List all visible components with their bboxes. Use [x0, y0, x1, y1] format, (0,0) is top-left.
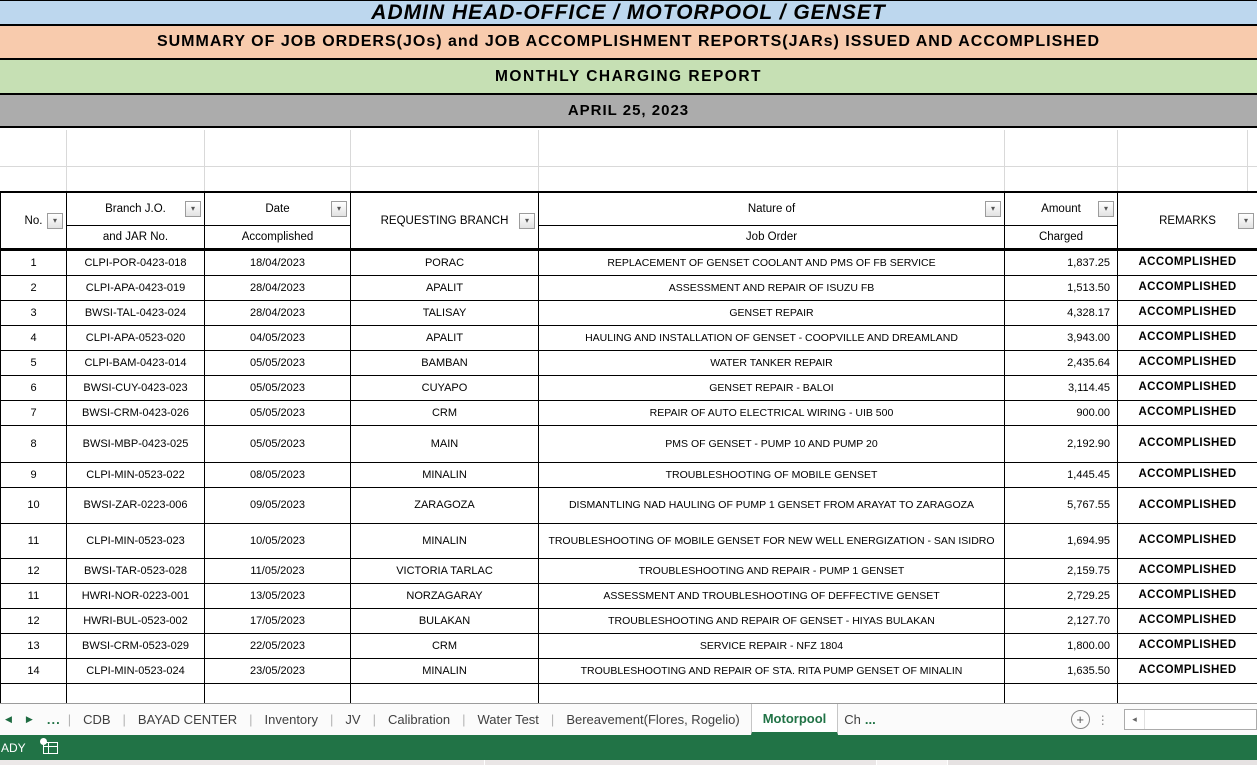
- cell-nature-of-job[interactable]: WATER TANKER REPAIR: [539, 351, 1005, 375]
- cell-nature-of-job[interactable]: TROUBLESHOOTING AND REPAIR OF GENSET - HIYAS BULAKAN: [539, 609, 1005, 633]
- cell-remarks[interactable]: ACCOMPLISHED: [1138, 498, 1237, 511]
- cell-amount-charged[interactable]: 4,328.17: [1005, 301, 1118, 325]
- empty-table-row: [0, 684, 1257, 703]
- cell-remarks[interactable]: ACCOMPLISHED: [1138, 614, 1237, 627]
- macro-record-icon[interactable]: [43, 742, 58, 754]
- bottom-edge-strip: [0, 760, 1257, 765]
- header-label-branch-jo: Branch J.O.: [105, 203, 166, 215]
- cell-nature-of-job[interactable]: REPAIR OF AUTO ELECTRICAL WIRING - UIB 500: [539, 401, 1005, 425]
- table-row: [1, 351, 1257, 376]
- empty-row-border: [1117, 684, 1118, 703]
- sheet-tabs: [67, 704, 1067, 735]
- cell-nature-of-job[interactable]: GENSET REPAIR: [539, 301, 1005, 325]
- cell-requesting-branch[interactable]: CRM: [351, 634, 539, 658]
- header-line1: [205, 193, 350, 226]
- bottom-strip-segment: [0, 760, 485, 765]
- cell-remarks[interactable]: ACCOMPLISHED: [1138, 256, 1237, 269]
- bottom-strip-segment: [948, 760, 1257, 765]
- bottom-strip-segment: [877, 760, 948, 765]
- cell-date-accomplished[interactable]: 05/05/2023: [205, 376, 351, 400]
- scrollbar-track[interactable]: [1145, 710, 1256, 729]
- header-label-jar-no: and JAR No.: [102, 231, 169, 243]
- cell-remarks[interactable]: ACCOMPLISHED: [1138, 381, 1237, 394]
- cell-requesting-branch[interactable]: PORAC: [351, 251, 539, 275]
- cell-branch-jo[interactable]: BWSI-TAL-0423-024: [67, 301, 205, 325]
- table-row: [1, 584, 1257, 609]
- table-row: [1, 659, 1257, 684]
- cell-date-accomplished[interactable]: 28/04/2023: [205, 301, 351, 325]
- sheet-tab-calibration[interactable]: Calibration: [387, 712, 451, 727]
- table-row: [1, 524, 1257, 559]
- header-cell-branch-jo[interactable]: [67, 193, 205, 248]
- cell-requesting-branch[interactable]: MINALIN: [351, 524, 539, 558]
- cell-nature-of-job[interactable]: TROUBLESHOOTING OF MOBILE GENSET FOR NEW WELL ENERGIZATION - SAN ISIDRO: [539, 524, 1005, 558]
- cell-remarks[interactable]: ACCOMPLISHED: [1138, 331, 1237, 344]
- table-row: [1, 463, 1257, 488]
- prev-sheet-arrow-icon[interactable]: ◀: [5, 714, 12, 724]
- header-label-charged: Charged: [1038, 231, 1084, 243]
- cell-no[interactable]: 13: [1, 634, 67, 658]
- report-header: [0, 0, 1257, 128]
- report-type-band: [0, 60, 1257, 95]
- cell-nature-of-job[interactable]: HAULING AND INSTALLATION OF GENSET - COOPVILLE AND DREAMLAND: [539, 326, 1005, 350]
- empty-row-border: [204, 684, 205, 703]
- cell-requesting-branch[interactable]: CRM: [351, 401, 539, 425]
- table-row: [1, 276, 1257, 301]
- cell-date-accomplished[interactable]: 17/05/2023: [205, 609, 351, 633]
- cell-date-accomplished[interactable]: 05/05/2023: [205, 426, 351, 462]
- header-label-no: No.: [24, 214, 43, 227]
- header-cell-no[interactable]: [1, 193, 67, 248]
- cell-nature-of-job[interactable]: PMS OF GENSET - PUMP 10 AND PUMP 20: [539, 426, 1005, 462]
- cell-no[interactable]: 11: [1, 524, 67, 558]
- cell-no[interactable]: 1: [1, 251, 67, 275]
- tab-separator: |: [122, 712, 126, 727]
- table-row: [1, 251, 1257, 276]
- cell-no[interactable]: 10: [1, 488, 67, 523]
- report-date: APRIL 25, 2023: [567, 102, 690, 119]
- filter-dropdown-icon-remarks[interactable]: ▾: [1238, 213, 1254, 229]
- cell-date-accomplished[interactable]: 28/04/2023: [205, 276, 351, 300]
- cell-requesting-branch[interactable]: APALIT: [351, 276, 539, 300]
- cell-amount-charged[interactable]: 900.00: [1005, 401, 1118, 425]
- cell-branch-jo[interactable]: CLPI-APA-0523-020: [67, 326, 205, 350]
- tab-separator: |: [330, 712, 334, 727]
- tab-separator: |: [550, 712, 555, 727]
- gridline-vertical: [1004, 130, 1005, 191]
- cell-date-accomplished[interactable]: 22/05/2023: [205, 634, 351, 658]
- report-subtitle-band: [0, 26, 1257, 60]
- sheet-tab-jv[interactable]: JV: [345, 712, 361, 727]
- sheet-tab-bayad-center[interactable]: BAYAD CENTER: [137, 712, 238, 727]
- tab-separator: |: [372, 712, 376, 727]
- cell-amount-charged[interactable]: 1,694.95: [1005, 524, 1118, 558]
- cell-branch-jo[interactable]: HWRI-NOR-0223-001: [67, 584, 205, 608]
- report-type: MONTHLY CHARGING REPORT: [494, 67, 762, 85]
- bottom-strip-segment: [485, 760, 877, 765]
- cell-requesting-branch[interactable]: BULAKAN: [351, 609, 539, 633]
- cell-nature-of-job[interactable]: SERVICE REPAIR - NFZ 1804: [539, 634, 1005, 658]
- header-label-remarks: REMARKS: [1159, 214, 1216, 227]
- cell-no[interactable]: 12: [1, 609, 67, 633]
- cell-branch-jo[interactable]: CLPI-BAM-0423-014: [67, 351, 205, 375]
- cell-nature-of-job[interactable]: TROUBLESHOOTING OF MOBILE GENSET: [539, 463, 1005, 487]
- gridline-vertical: [1117, 130, 1118, 191]
- cell-requesting-branch[interactable]: TALISAY: [351, 301, 539, 325]
- gridline-horizontal: [0, 166, 1257, 167]
- report-date-band: [0, 95, 1257, 128]
- cell-remarks[interactable]: ACCOMPLISHED: [1138, 639, 1237, 652]
- sheet-tab-water-test[interactable]: Water Test: [477, 712, 539, 727]
- horizontal-scrollbar[interactable]: [1124, 709, 1257, 730]
- cell-amount-charged[interactable]: 1,800.00: [1005, 634, 1118, 658]
- filter-dropdown-icon-amount[interactable]: ▾: [1098, 201, 1114, 217]
- filter-dropdown-icon-date[interactable]: ▾: [331, 201, 347, 217]
- cell-remarks[interactable]: ACCOMPLISHED: [1138, 468, 1237, 481]
- header-label-date: Date: [265, 203, 290, 215]
- table-row: [1, 488, 1257, 524]
- table-row: [1, 559, 1257, 584]
- sheet-nav: [0, 704, 67, 735]
- add-sheet-button[interactable]: +: [1071, 710, 1090, 729]
- gridline-vertical: [66, 130, 67, 191]
- cell-date-accomplished[interactable]: 08/05/2023: [205, 463, 351, 487]
- cell-nature-of-job[interactable]: TROUBLESHOOTING AND REPAIR - PUMP 1 GENSET: [539, 559, 1005, 583]
- header-cell-nature[interactable]: [539, 193, 1005, 248]
- cell-no[interactable]: 12: [1, 559, 67, 583]
- sheet-tab-motorpool[interactable]: Motorpool: [751, 704, 839, 735]
- cell-no[interactable]: 11: [1, 584, 67, 608]
- cell-branch-jo[interactable]: CLPI-MIN-0523-023: [67, 524, 205, 558]
- cell-date-accomplished[interactable]: 13/05/2023: [205, 584, 351, 608]
- cell-no[interactable]: 2: [1, 276, 67, 300]
- header-cell-date[interactable]: [205, 193, 351, 248]
- cell-date-accomplished[interactable]: 09/05/2023: [205, 488, 351, 523]
- header-line1: [1005, 193, 1117, 226]
- cell-remarks[interactable]: ACCOMPLISHED: [1138, 534, 1237, 547]
- cell-no[interactable]: 14: [1, 659, 67, 683]
- cell-remarks[interactable]: ACCOMPLISHED: [1138, 406, 1237, 419]
- cell-remarks[interactable]: ACCOMPLISHED: [1138, 306, 1237, 319]
- truncated-tab-ellipsis: ...: [864, 712, 876, 727]
- cell-amount-charged[interactable]: 2,127.70: [1005, 609, 1118, 633]
- sheet-tab-inventory[interactable]: Inventory: [264, 712, 318, 727]
- gridline-vertical: [204, 130, 205, 191]
- cell-amount-charged[interactable]: 2,435.64: [1005, 351, 1118, 375]
- cell-no[interactable]: 6: [1, 376, 67, 400]
- cell-requesting-branch[interactable]: VICTORIA TARLAC: [351, 559, 539, 583]
- filter-dropdown-icon-no[interactable]: ▾: [47, 213, 63, 229]
- cell-branch-jo[interactable]: HWRI-BUL-0523-002: [67, 609, 205, 633]
- cell-branch-jo[interactable]: BWSI-CUY-0423-023: [67, 376, 205, 400]
- cell-requesting-branch[interactable]: ZARAGOZA: [351, 488, 539, 523]
- cell-no[interactable]: 8: [1, 426, 67, 462]
- table-row: [1, 301, 1257, 326]
- cell-branch-jo[interactable]: BWSI-ZAR-0223-006: [67, 488, 205, 523]
- cell-date-accomplished[interactable]: 23/05/2023: [205, 659, 351, 683]
- cell-remarks[interactable]: ACCOMPLISHED: [1138, 564, 1237, 577]
- header-cell-requesting-branch[interactable]: [351, 193, 539, 248]
- cell-amount-charged[interactable]: 1,513.50: [1005, 276, 1118, 300]
- cell-branch-jo[interactable]: BWSI-CRM-0423-026: [67, 401, 205, 425]
- header-line1: [67, 193, 204, 226]
- table-row: [1, 401, 1257, 426]
- cell-amount-charged[interactable]: 2,192.90: [1005, 426, 1118, 462]
- cell-no[interactable]: 7: [1, 401, 67, 425]
- filter-dropdown-icon-requesting-branch[interactable]: ▾: [519, 213, 535, 229]
- sheet-tab-bereavement-flores-rogelio[interactable]: Bereavement(Flores, Rogelio): [566, 712, 740, 727]
- cell-remarks[interactable]: ACCOMPLISHED: [1138, 589, 1237, 602]
- cell-nature-of-job[interactable]: GENSET REPAIR - BALOI: [539, 376, 1005, 400]
- cell-amount-charged[interactable]: 1,837.25: [1005, 251, 1118, 275]
- status-bar: [0, 735, 1257, 760]
- sheet-tab-cdb[interactable]: CDB: [83, 712, 111, 727]
- gridline-vertical: [538, 130, 539, 191]
- header-label-job-order: Job Order: [745, 231, 798, 243]
- cell-nature-of-job[interactable]: DISMANTLING NAD HAULING OF PUMP 1 GENSET FROM ARAYAT TO ZARAGOZA: [539, 488, 1005, 523]
- header-label-requesting-branch: REQUESTING BRANCH: [380, 214, 509, 227]
- empty-row-border: [538, 684, 539, 703]
- report-title: ADMIN HEAD-OFFICE / MOTORPOOL / GENSET: [371, 0, 886, 24]
- cell-requesting-branch[interactable]: CUYAPO: [351, 376, 539, 400]
- cell-branch-jo[interactable]: CLPI-POR-0423-018: [67, 251, 205, 275]
- filter-dropdown-icon-nature[interactable]: ▾: [985, 201, 1001, 217]
- table-row: [1, 634, 1257, 659]
- empty-row-border: [66, 684, 67, 703]
- cell-requesting-branch[interactable]: APALIT: [351, 326, 539, 350]
- cell-amount-charged[interactable]: 2,729.25: [1005, 584, 1118, 608]
- cell-remarks[interactable]: ACCOMPLISHED: [1138, 437, 1237, 450]
- header-line1: [539, 193, 1004, 226]
- header-cell-remarks[interactable]: [1118, 193, 1257, 248]
- table-header: [1, 191, 1257, 251]
- sheet-tab-bar: [0, 703, 1257, 735]
- cell-date-accomplished[interactable]: 04/05/2023: [205, 326, 351, 350]
- cell-branch-jo[interactable]: BWSI-TAR-0523-028: [67, 559, 205, 583]
- cell-remarks[interactable]: ACCOMPLISHED: [1138, 281, 1237, 294]
- cell-date-accomplished[interactable]: 10/05/2023: [205, 524, 351, 558]
- report-subtitle: SUMMARY OF JOB ORDERS(JOs) and JOB ACCOMPLISHMENT REPORTS(JARs) ISSUED AND ACCOMPLISHED: [156, 33, 1101, 50]
- cell-branch-jo[interactable]: CLPI-MIN-0523-024: [67, 659, 205, 683]
- cell-branch-jo[interactable]: BWSI-MBP-0423-025: [67, 426, 205, 462]
- cell-branch-jo[interactable]: CLPI-MIN-0523-022: [67, 463, 205, 487]
- tab-separator: |: [462, 712, 466, 727]
- cell-date-accomplished[interactable]: 18/04/2023: [205, 251, 351, 275]
- cell-branch-jo[interactable]: BWSI-CRM-0523-029: [67, 634, 205, 658]
- cell-remarks[interactable]: ACCOMPLISHED: [1138, 356, 1237, 369]
- header-label-amount: Amount: [1041, 203, 1081, 215]
- cell-amount-charged[interactable]: 1,635.50: [1005, 659, 1118, 683]
- cell-date-accomplished[interactable]: 05/05/2023: [205, 351, 351, 375]
- cell-no[interactable]: 3: [1, 301, 67, 325]
- filter-dropdown-icon-branch-jo[interactable]: ▾: [185, 201, 201, 217]
- cell-date-accomplished[interactable]: 05/05/2023: [205, 401, 351, 425]
- hidden-sheets-ellipsis[interactable]: ...: [46, 712, 61, 727]
- next-sheet-arrow-icon[interactable]: ▶: [25, 714, 33, 724]
- tab-separator: |: [249, 712, 253, 727]
- cell-requesting-branch[interactable]: MINALIN: [351, 659, 539, 683]
- cell-requesting-branch[interactable]: MINALIN: [351, 463, 539, 487]
- table-row: [1, 326, 1257, 351]
- cell-requesting-branch[interactable]: NORZAGARAY: [351, 584, 539, 608]
- ready-status-text: ADY: [1, 740, 26, 755]
- cell-no[interactable]: 5: [1, 351, 67, 375]
- empty-grid-rows: [0, 130, 1257, 191]
- tab-menu-dots-icon[interactable]: ⋮: [1096, 712, 1109, 727]
- cell-nature-of-job[interactable]: TROUBLESHOOTING AND REPAIR OF STA. RITA PUMP GENSET OF MINALIN: [539, 659, 1005, 683]
- report-title-band: [0, 0, 1257, 26]
- cell-amount-charged[interactable]: 5,767.55: [1005, 488, 1118, 523]
- cell-requesting-branch[interactable]: BAMBAN: [351, 351, 539, 375]
- cell-requesting-branch[interactable]: MAIN: [351, 426, 539, 462]
- cell-nature-of-job[interactable]: ASSESSMENT AND TROUBLESHOOTING OF DEFFECTIVE GENSET: [539, 584, 1005, 608]
- cell-nature-of-job[interactable]: REPLACEMENT OF GENSET COOLANT AND PMS OF FB SERVICE: [539, 251, 1005, 275]
- table-row: [1, 609, 1257, 634]
- table-row: [1, 426, 1257, 463]
- empty-row-border: [1004, 684, 1005, 703]
- cell-amount-charged[interactable]: 3,943.00: [1005, 326, 1118, 350]
- gridline-vertical: [350, 130, 351, 191]
- cell-nature-of-job[interactable]: ASSESSMENT AND REPAIR OF ISUZU FB: [539, 276, 1005, 300]
- header-label-accomplished: Accomplished: [241, 231, 314, 243]
- gridline-vertical: [1247, 130, 1248, 191]
- sheet-tab-truncated[interactable]: [838, 704, 881, 735]
- header-cell-amount[interactable]: [1005, 193, 1118, 248]
- cell-no[interactable]: 4: [1, 326, 67, 350]
- charging-table: [0, 191, 1257, 684]
- cell-date-accomplished[interactable]: 11/05/2023: [205, 559, 351, 583]
- cell-amount-charged[interactable]: 3,114.45: [1005, 376, 1118, 400]
- cell-branch-jo[interactable]: CLPI-APA-0423-019: [67, 276, 205, 300]
- cell-remarks[interactable]: ACCOMPLISHED: [1138, 664, 1237, 677]
- empty-row-border: [350, 684, 351, 703]
- cell-no[interactable]: 9: [1, 463, 67, 487]
- header-label-nature: Nature of: [747, 203, 796, 215]
- cell-amount-charged[interactable]: 2,159.75: [1005, 559, 1118, 583]
- cell-amount-charged[interactable]: 1,445.45: [1005, 463, 1118, 487]
- scroll-left-arrow-icon[interactable]: ◂: [1125, 710, 1145, 729]
- truncated-tab-label: Ch: [844, 712, 861, 727]
- table-row: [1, 376, 1257, 401]
- table-body: [1, 251, 1257, 684]
- tab-separator: |: [67, 712, 72, 727]
